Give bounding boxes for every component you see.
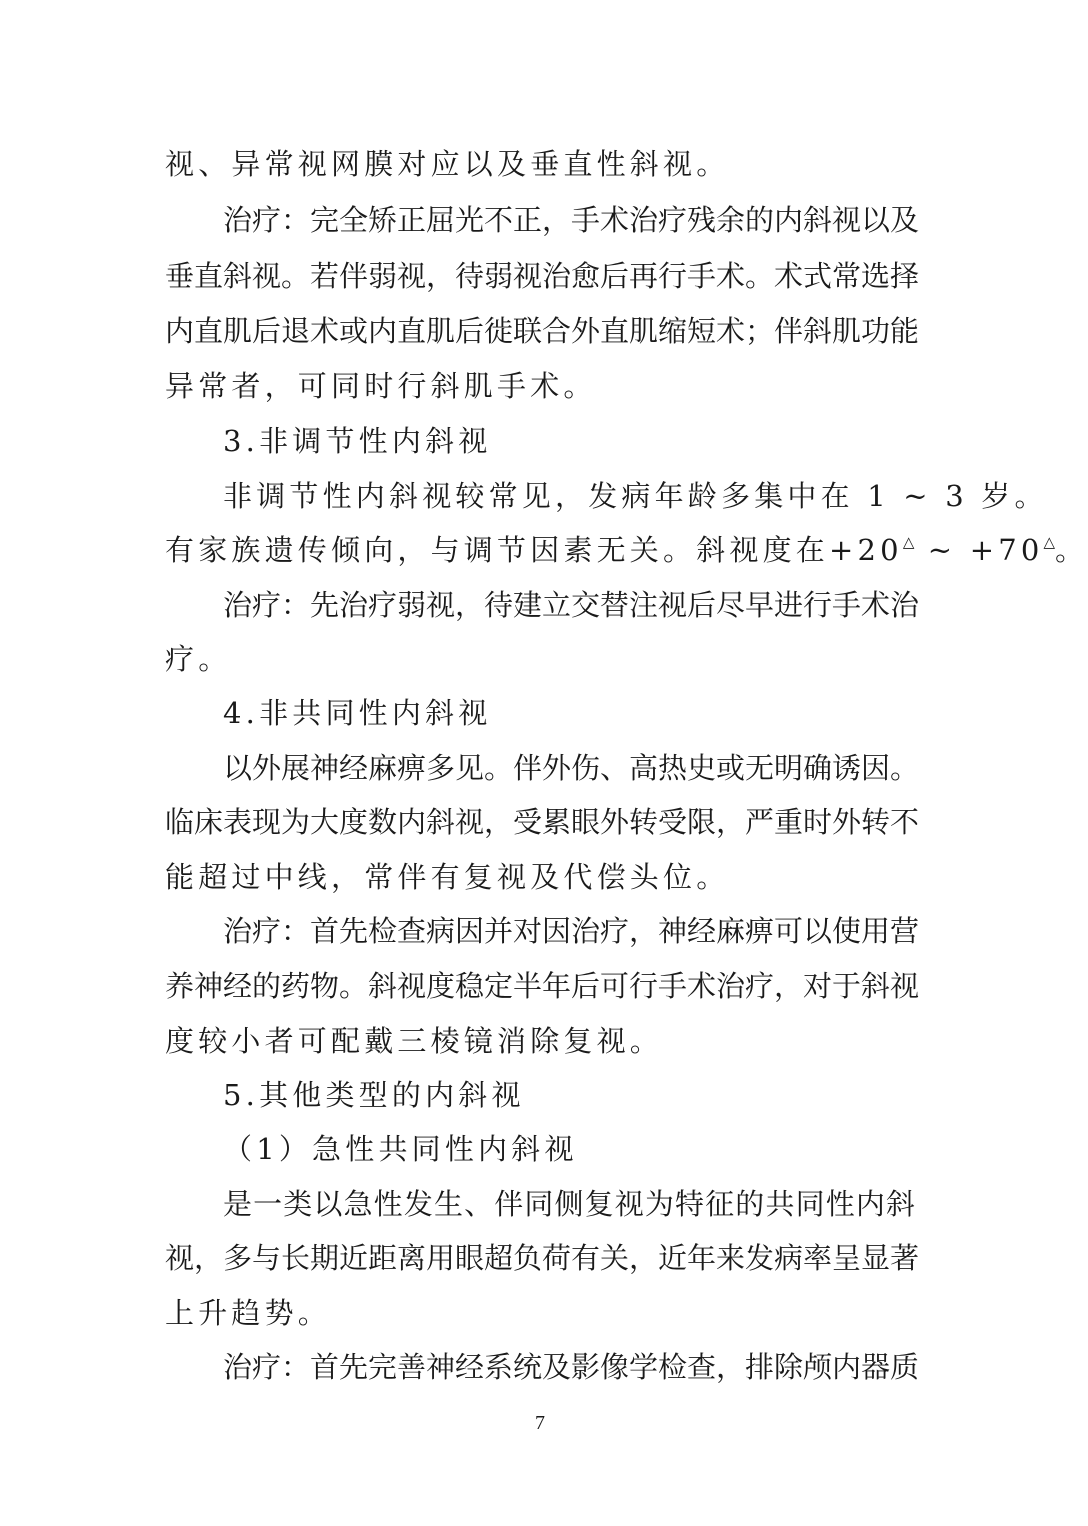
text-line: 视，多与长期近距离用眼超负荷有关，近年来发病率呈显著 <box>165 1241 920 1275</box>
text-segment: 有家族遗传倾向，与调节因素无关。斜视度在+20 <box>165 533 903 567</box>
section-heading: 5.其他类型的内斜视 <box>223 1078 525 1112</box>
text-line: 以外展神经麻痹多见。伴外伤、高热史或无明确诱因。 <box>223 751 920 785</box>
text-line <box>165 530 1088 570</box>
prism-diopter-symbol: △ <box>1043 533 1056 551</box>
text-line: 疗。 <box>165 642 232 676</box>
text-line: 视、异常视网膜对应以及垂直性斜视。 <box>165 147 730 181</box>
text-segment: ~ +70 <box>914 533 1044 567</box>
text-line: 上升趋势。 <box>165 1296 332 1330</box>
page-number: 7 <box>535 1412 545 1434</box>
text-line: 异常者，可同时行斜肌手术。 <box>165 369 597 403</box>
section-heading: 4.非共同性内斜视 <box>223 696 492 730</box>
prism-diopter-symbol: △ <box>902 533 915 551</box>
text-line: 垂直斜视。若伴弱视，待弱视治愈后再行手术。术式常选择 <box>165 259 920 293</box>
text-line: 非调节性内斜视较常见，发病年龄多集中在 1 ~ 3 岁。 <box>223 479 1048 513</box>
text-line: 内直肌后退术或内直肌后徙联合外直肌缩短术；伴斜肌功能 <box>165 314 920 348</box>
text-line: 治疗：首先检查病因并对因治疗，神经麻痹可以使用营 <box>223 914 920 948</box>
text-line: 临床表现为大度数内斜视，受累眼外转受限，严重时外转不 <box>165 805 920 839</box>
text-line: 是一类以急性发生、伴同侧复视为特征的共同性内斜 <box>223 1187 915 1221</box>
text-line: 度较小者可配戴三棱镜消除复视。 <box>165 1024 664 1058</box>
subsection-heading: （1）急性共同性内斜视 <box>223 1132 578 1166</box>
text-line: 能超过中线，常伴有复视及代偿头位。 <box>165 860 730 894</box>
text-line: 治疗：完全矫正屈光不正，手术治疗残余的内斜视以及 <box>223 203 920 237</box>
text-segment: 。 <box>1055 533 1088 567</box>
text-line: 治疗：首先完善神经系统及影像学检查，排除颅内器质 <box>223 1350 920 1384</box>
text-line: 治疗：先治疗弱视，待建立交替注视后尽早进行手术治 <box>223 588 920 622</box>
text-line: 养神经的药物。斜视度稳定半年后可行手术治疗，对于斜视 <box>165 969 920 1003</box>
section-heading: 3.非调节性内斜视 <box>223 424 492 458</box>
